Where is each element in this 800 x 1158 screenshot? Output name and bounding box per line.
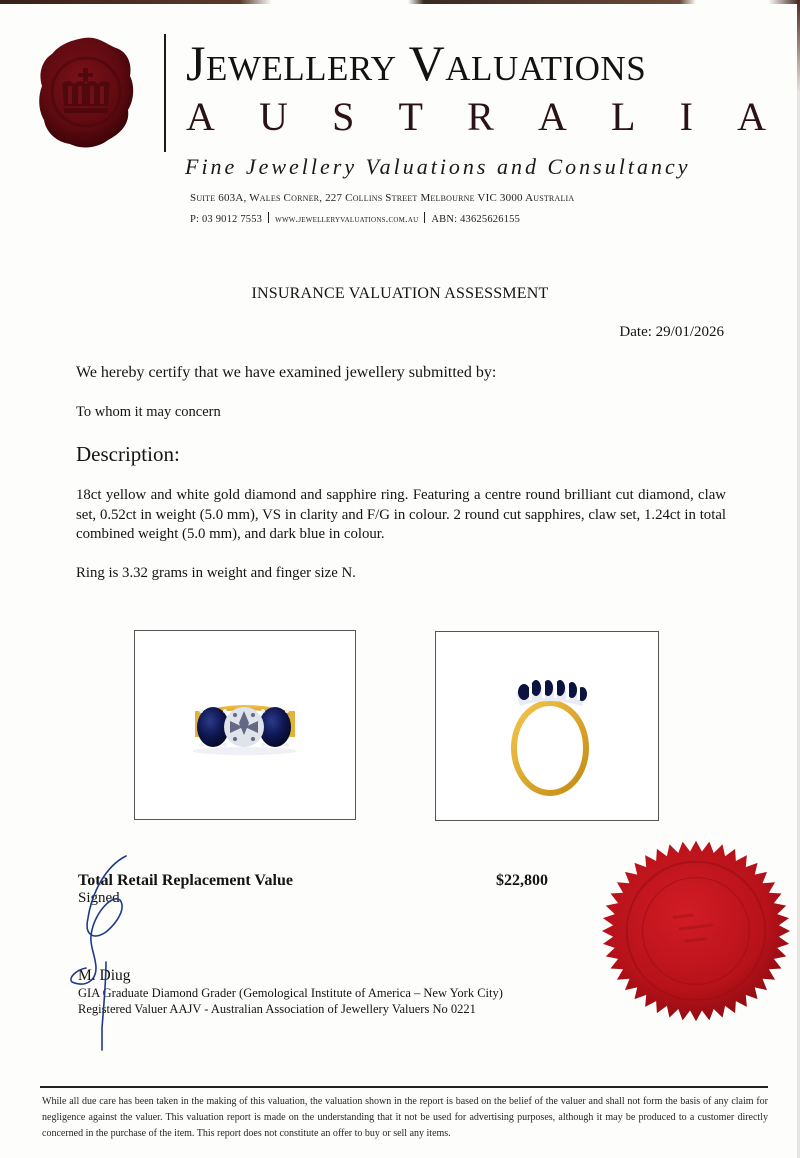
document-date: Date: 29/01/2026 [619,324,724,340]
company-name: Jewellery Valuations [186,35,647,91]
country-letter: T [398,94,423,139]
header-divider [164,34,166,152]
wax-seal-crown-icon [36,34,136,152]
signer-name: M. Diug [78,967,131,984]
signer-credential-gia: GIA Graduate Diamond Grader (Gemological Institute of America – New York City) [78,986,503,1000]
total-value-amount: $22,800 [496,872,548,889]
country-letter: L [610,94,636,139]
ring-side-view-photo [435,631,659,821]
company-address: Suite 603A, Wales Corner, 227 Collins Street Melbourne VIC 3000 Australia [190,192,575,204]
footer-divider [40,1086,768,1088]
separator [268,212,269,223]
country-letter: R [467,94,494,139]
company-abn: ABN: 43625626155 [431,214,521,225]
country-letter: I [679,94,693,139]
certify-statement: We hereby certify that we have examined jewellery submitted by: [76,364,497,381]
photo-edge [0,0,800,4]
handwritten-signature [66,852,136,1052]
description-heading: Description: [76,442,180,466]
description-text: 18ct yellow and white gold diamond and sapphire ring. Featuring a centre round brilliant cut diamond, claw set, 0.52ct in weight (5.0 mm), VS in clarity and F/G in colour. 2 round cut sapphires, claw set, 1.24ct in total combined weight (5.0 mm), and dark blue in colour. [76,487,726,542]
total-value-label: Total Retail Replacement Value [78,872,293,889]
country-letter: A [186,94,215,139]
company-phone: P: 03 9012 7553 [190,214,263,225]
company-website[interactable]: www.jewelleryvaluations.com.au [275,214,419,225]
signer-credential-aajv: Registered Valuer AAJV - Australian Association of Jewellery Valuers No 0221 [78,1002,476,1016]
company-tagline: Fine Jewellery Valuations and Consultancy [185,154,691,179]
disclaimer-text: While all due care has been taken in the making of this valuation, the valuation shown in the report is based on the belief of the valuer and shall not form the basis of any claim for negligence against the valuer. This valuation report is made on the understanding that it not be used for advertising purposes, although it may be produced to a customer directly concerned in the purchase of the item. This report does not constitute an offer to buy or sell any items. [42,1096,768,1139]
company-country [186,94,766,139]
ring-front-view-photo [134,630,356,820]
ring-front-view-image [135,631,355,819]
country-letter: A [737,94,766,139]
company-contact [190,212,520,225]
submitter: To whom it may concern [76,404,221,420]
separator [424,212,425,223]
seal-starburst [602,841,790,1022]
country-letter: S [332,94,355,139]
signed-label: Signed [78,890,120,906]
country-letter: A [537,94,567,139]
country-letter: U [259,94,288,139]
document-title: INSURANCE VALUATION ASSESSMENT [251,285,549,302]
red-foil-certificate-seal-icon [597,836,795,1026]
ring-side-view-image [436,632,658,820]
description-extra: Ring is 3.32 grams in weight and finger size N. [76,565,356,581]
